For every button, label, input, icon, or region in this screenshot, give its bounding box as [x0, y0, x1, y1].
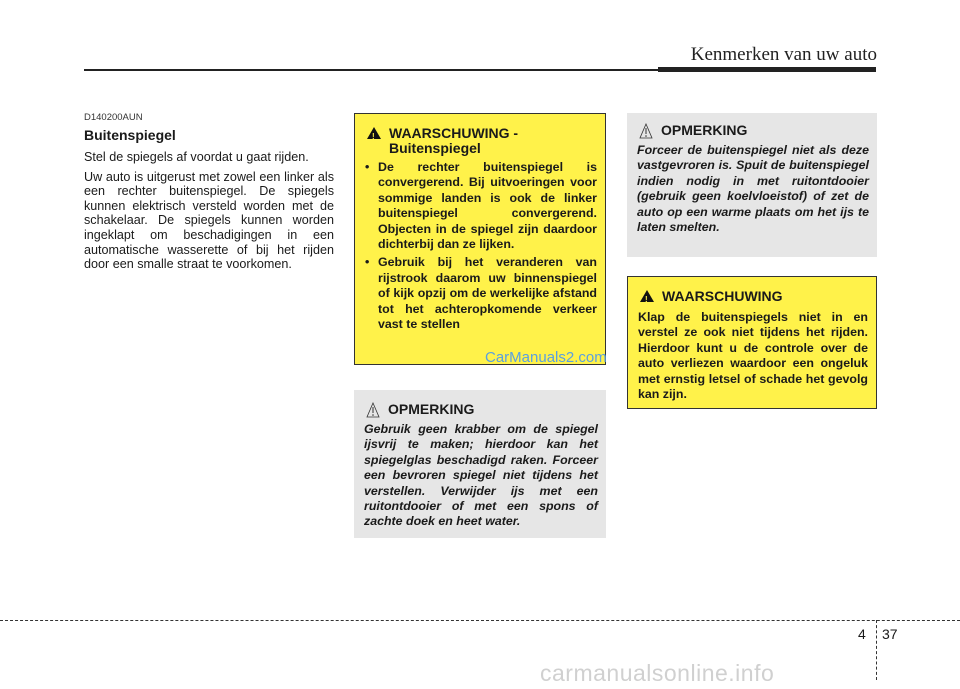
- warning-title: [365, 126, 597, 156]
- header-title: Kenmerken van uw auto: [690, 44, 877, 65]
- caution-triangle-icon: [639, 123, 653, 139]
- warning-box-inklappen: [627, 276, 877, 409]
- warning-title-text: WAARSCHUWING: [662, 288, 783, 304]
- site-watermark: carmanualsonline.info: [540, 660, 775, 686]
- note-body: Gebruik geen krabber om de spiegel ijsvrij te maken; hierdoor kan het spiegelglas beschadigd raken. Forceer een bevroren spiegel niet tijdens het verstellen. Verwijder ijs met een ruitontdooier of met een spons of zachte doek en heet water.: [364, 422, 598, 529]
- footer-rule: [0, 620, 960, 621]
- footer-divider: [876, 620, 877, 680]
- warning-bullet-list: [365, 160, 597, 332]
- section-code: D140200AUN: [84, 112, 143, 123]
- page-number: 37: [882, 626, 898, 642]
- section-paragraph: Stel de spiegels af voordat u gaat rijden.: [84, 150, 309, 164]
- warning-triangle-icon: [367, 127, 381, 139]
- list-item: • Gebruik bij het veranderen van rijstrook daarom uw binnenspiegel of kijk opzij om de werkelijke afstand tot het achteropkomende verkeer vast te stellen: [365, 255, 597, 332]
- warning-title-text: WAARSCHUWING - Buitenspiegel: [389, 125, 519, 156]
- header-rule-accent: [658, 67, 876, 72]
- note-title: [637, 123, 869, 139]
- note-box-krabber: [354, 390, 606, 538]
- note-title-text: OPMERKING: [388, 401, 475, 417]
- warning-box-buitenspiegel: [354, 113, 606, 365]
- caution-triangle-icon: [366, 402, 380, 418]
- note-title-text: OPMERKING: [661, 122, 748, 138]
- warning-triangle-icon: [640, 290, 654, 302]
- section-heading: Buitenspiegel: [84, 127, 176, 143]
- section-buitenspiegel: [84, 112, 334, 277]
- chapter-number: 4: [858, 626, 866, 642]
- list-item: • De rechter buitenspiegel is convergerend. Bij uitvoeringen voor sommige landen is ook de linker buitenspiegel convergerend. Objecten in de spiegel zijn daardoor dichterbij dan ze lijken.: [365, 160, 597, 252]
- section-paragraph: Uw auto is uitgerust met zowel een linker als een rechter buitenspiegel. De spiegels kunnen elektrisch versteld worden met de schakelaar. De spiegels kunnen worden ingeklapt om beschadigingen in een automatische wasserette of bij het rijden door een smalle straat te voorkomen.: [84, 169, 334, 272]
- note-title: [364, 402, 598, 418]
- watermark-text: CarManuals2.com: [485, 349, 607, 366]
- note-box-vastgevroren: [627, 113, 877, 257]
- warning-title: [638, 289, 868, 304]
- warning-body: Klap de buitenspiegels niet in en verstel ze ook niet tijdens het rijden. Hierdoor kunt u de controle over de auto verliezen waardoor een ongeluk met ernstig letsel of schade het gevolg kan zijn.: [638, 310, 868, 402]
- note-body: Forceer de buitenspiegel niet als deze vastgevroren is. Spuit de buitenspiegel indien nodig in met ruitontdooier (gebruik geen koelvloeistof) of zet de auto op een warme plaats om het ijs te laten smelten.: [637, 143, 869, 235]
